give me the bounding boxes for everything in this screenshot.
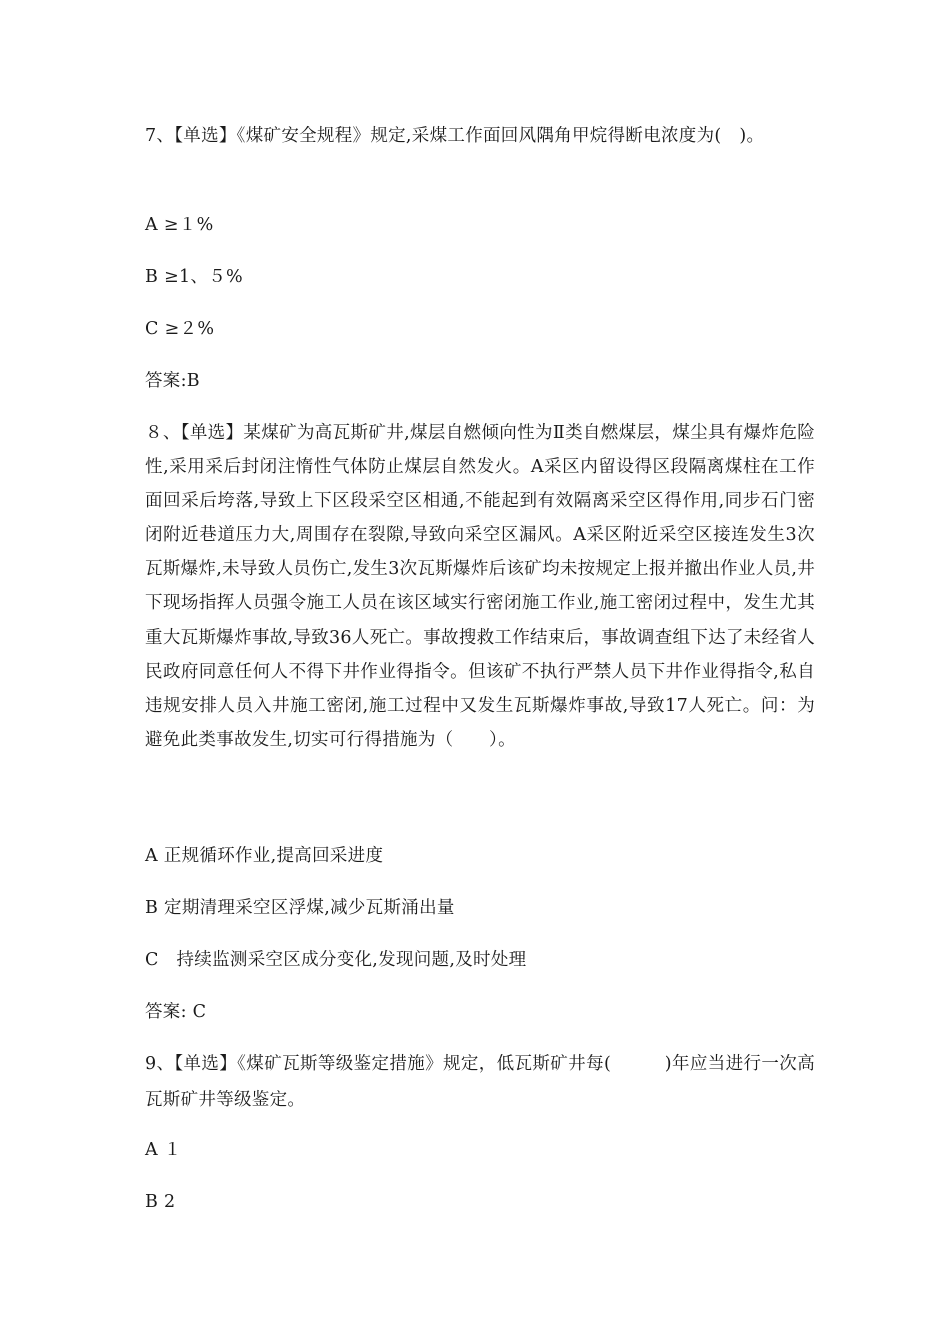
question-7-option-a: A ≥１%: [145, 215, 214, 235]
question-7-option-b: B ≥1、５%: [145, 267, 243, 287]
question-7-option-c: C ≥２%: [145, 319, 215, 339]
question-9-stem: 9、【单选】《煤矿瓦斯等级鉴定措施》规定，低瓦斯矿井每( )年应当进行一次高瓦斯矿井等级鉴定。: [145, 1054, 815, 1110]
question-8-option-b: B 定期清理采空区浮煤,减少瓦斯涌出量: [145, 898, 455, 918]
question-9-option-a: A １: [145, 1140, 182, 1160]
question-8-option-a: A 正规循环作业,提高回采进度: [145, 846, 384, 866]
question-8-answer: 答案: C: [145, 1002, 207, 1022]
question-7-stem: 7、【单选】《煤矿安全规程》规定,采煤工作面回风隅角甲烷得断电浓度为( )。: [145, 126, 765, 146]
question-9-option-b: B 2: [145, 1192, 176, 1212]
question-7-answer: 答案:B: [145, 371, 200, 391]
question-8-option-c: C 持续监测采空区成分变化,发现问题,及时处理: [145, 950, 527, 970]
question-8-stem: ８、【单选】某煤矿为高瓦斯矿井,煤层自燃倾向性为Ⅱ类自燃煤层，煤尘具有爆炸危险性,采用采后封闭注惰性气体防止煤层自然发火。A采区内留设得区段隔离煤柱在工作面回采后垮落,导致上下区段采空区相通,不能起到有效隔离采空区得作用,同步石门密闭附近巷道压力大,周围存在裂隙,导致向采空区漏风。A采区附近采空区接连发生3次瓦斯爆炸,未导致人员伤亡,发生3次瓦斯爆炸后该矿均未按规定上报并撤出作业人员,井下现场指挥人员强令施工人员在该区域实行密闭施工作业,施工密闭过程中，发生尤其重大瓦斯爆炸事故,导致36人死亡。事故搜救工作结束后，事故调查组下达了未经省人民政府同意任何人不得下井作业得指令。但该矿不执行严禁人员下井作业得指令,私自违规安排人员入井施工密闭,施工过程中又发生瓦斯爆炸事故,导致17人死亡。问：为避免此类事故发生,切实可行得措施为（ ）。: [145, 423, 815, 750]
